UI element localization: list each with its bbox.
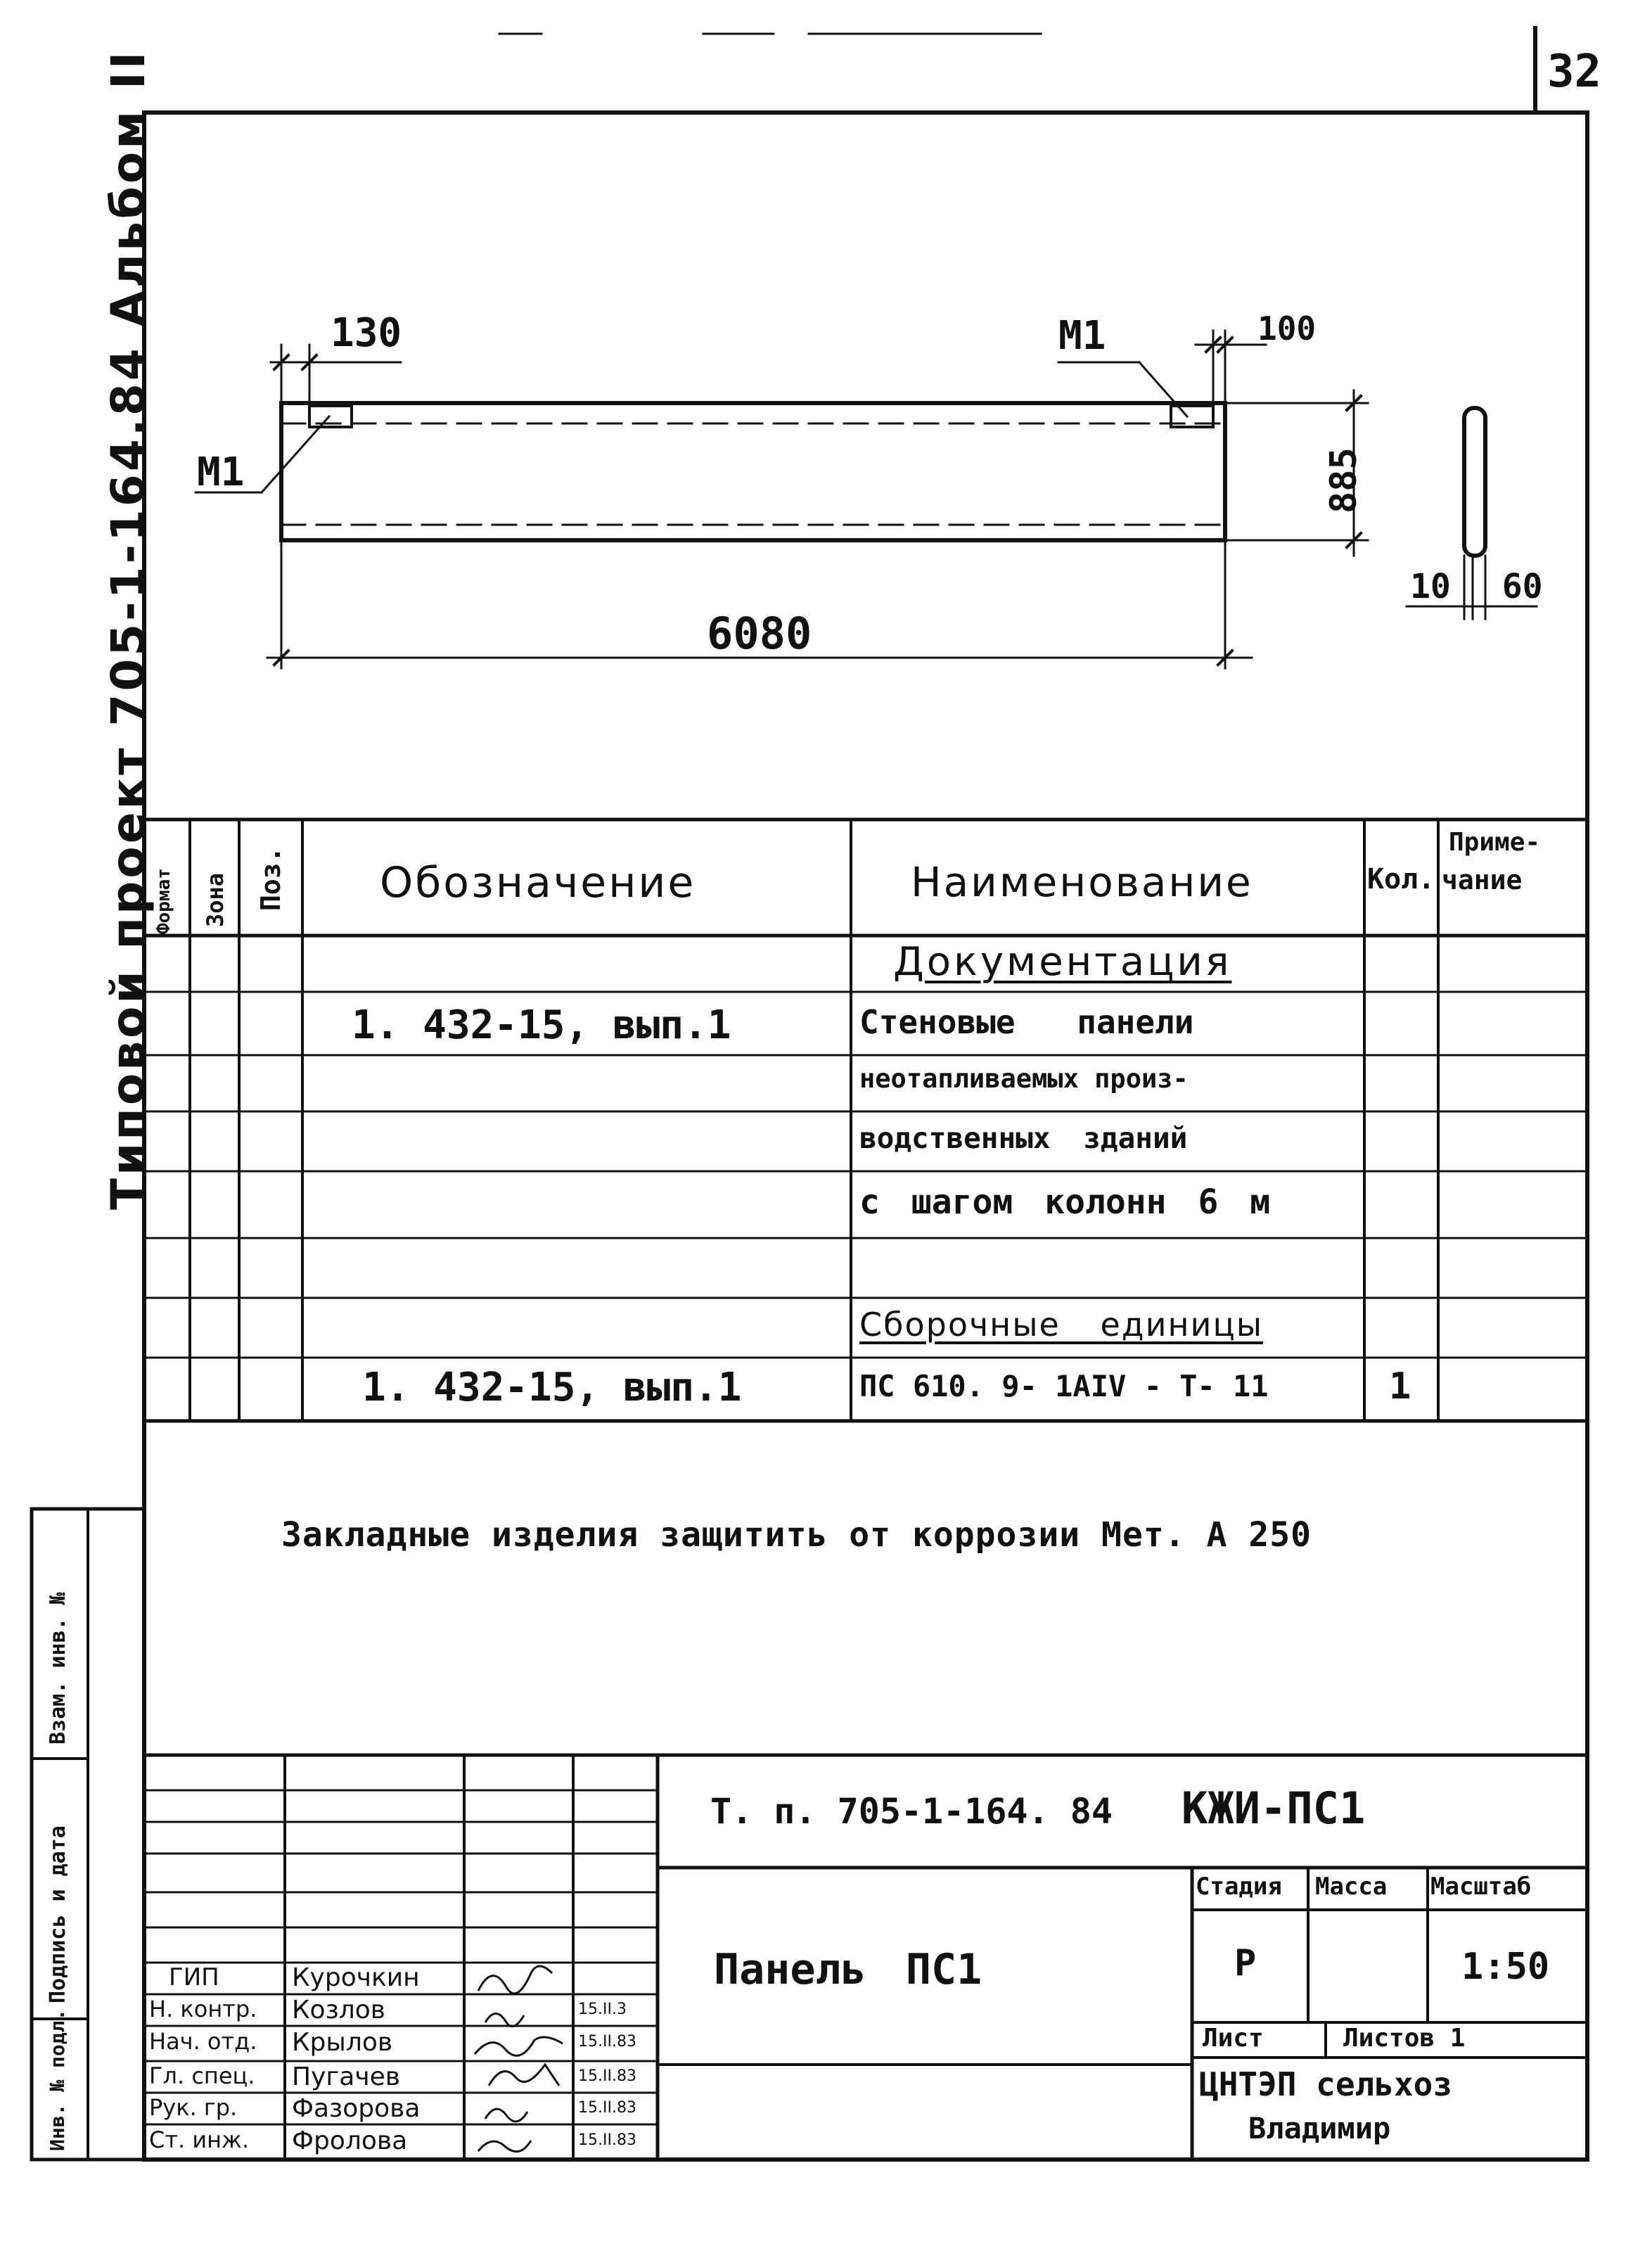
sign-date-6: 15.II.83 <box>578 2131 636 2149</box>
sign-name-5: Фазорова <box>292 2094 421 2123</box>
sign-role-4: Гл. спец. <box>149 2062 255 2089</box>
dim-section: 10 60 <box>1410 567 1543 606</box>
organization-line-2: Владимир <box>1248 2111 1391 2145</box>
organization-line-1: ЦНТЭП сельхоз <box>1199 2065 1453 2103</box>
sign-date-4: 15.II.83 <box>578 2067 636 2085</box>
sign-name-1: Курочкин <box>292 1963 420 1992</box>
margin-inv-label: Инв. № подл. <box>46 2008 69 2151</box>
doc-name-line-4: с шагом колонн 6 м <box>859 1182 1271 1222</box>
sign-role-2: Н. контр. <box>149 1996 257 2022</box>
project-code: Т. п. 705-1-164. 84 <box>710 1791 1113 1832</box>
doc-designation: 1. 432-15, вып.1 <box>352 1002 731 1048</box>
sign-role-3: Нач. отд. <box>149 2028 257 2055</box>
section-documentation: Документация <box>893 939 1232 985</box>
scale-label: Масштаб <box>1430 1873 1532 1901</box>
drawing-title: Панель ПС1 <box>714 1945 982 1994</box>
header-note-2: чание <box>1442 865 1523 895</box>
sign-name-4: Пугачев <box>292 2062 400 2091</box>
sheet-number: 32 <box>1547 46 1602 98</box>
header-qty: Кол. <box>1367 863 1435 895</box>
dim-height: 885 <box>1323 447 1365 514</box>
margin-signature-label: Подпись и дата <box>46 1825 70 2003</box>
sign-date-5: 15.II.83 <box>578 2099 636 2117</box>
doc-name-line-1: Стеновые панели <box>859 1003 1194 1041</box>
assembly-qty: 1 <box>1389 1365 1411 1408</box>
corrosion-note: Закладные изделия защитить от коррозии Мет. А 250 <box>281 1515 1312 1555</box>
assembly-designation: 1. 432-15, вып.1 <box>362 1365 742 1410</box>
mass-label: Масса <box>1315 1873 1388 1901</box>
stage-value: Р <box>1234 1942 1257 1984</box>
drawing-mark: КЖИ-ПС1 <box>1182 1783 1366 1834</box>
stage-label: Стадия <box>1196 1873 1282 1901</box>
sign-date-2: 15.II.3 <box>578 2001 627 2018</box>
sign-role-5: Рук. гр. <box>149 2094 238 2121</box>
header-name: Наименование <box>911 858 1253 906</box>
header-designation: Обозначение <box>380 858 696 907</box>
doc-name-line-2: неотапливаемых произ- <box>859 1064 1189 1094</box>
assembly-name: ПС 610. 9- 1АIV - Т- 11 <box>859 1369 1269 1403</box>
header-format: Формат <box>153 868 174 934</box>
header-note-1: Приме- <box>1449 828 1541 857</box>
sheets-count-label: Листов 1 <box>1343 2024 1466 2053</box>
sign-name-3: Крылов <box>292 2028 393 2057</box>
sign-role-1: ГИП <box>169 1963 219 1991</box>
doc-name-line-3: водственных зданий <box>859 1121 1188 1155</box>
dim-length: 6080 <box>707 608 812 659</box>
header-pos: Поз. <box>255 846 286 911</box>
sign-name-2: Козлов <box>292 1996 385 2024</box>
section-assemblies: Сборочные единицы <box>859 1306 1264 1344</box>
margin-replace-label: Взам. инв. № <box>46 1592 70 1745</box>
side-title: Типовой проект 705-1-164.84 Альбом II <box>101 49 155 1210</box>
m1-left-label: М1 <box>197 449 245 495</box>
sign-name-6: Фролова <box>292 2126 408 2155</box>
m1-right-label: М1 <box>1058 313 1106 359</box>
sign-date-3: 15.II.83 <box>578 2033 636 2051</box>
header-zone: Зона <box>202 872 229 927</box>
sheet-label: Лист <box>1203 2024 1264 2053</box>
dim-left-offset: 130 <box>331 310 402 356</box>
sign-role-6: Ст. инж. <box>149 2126 250 2153</box>
dim-right-offset: 100 <box>1257 310 1317 347</box>
scale-value: 1:50 <box>1461 1946 1550 1988</box>
